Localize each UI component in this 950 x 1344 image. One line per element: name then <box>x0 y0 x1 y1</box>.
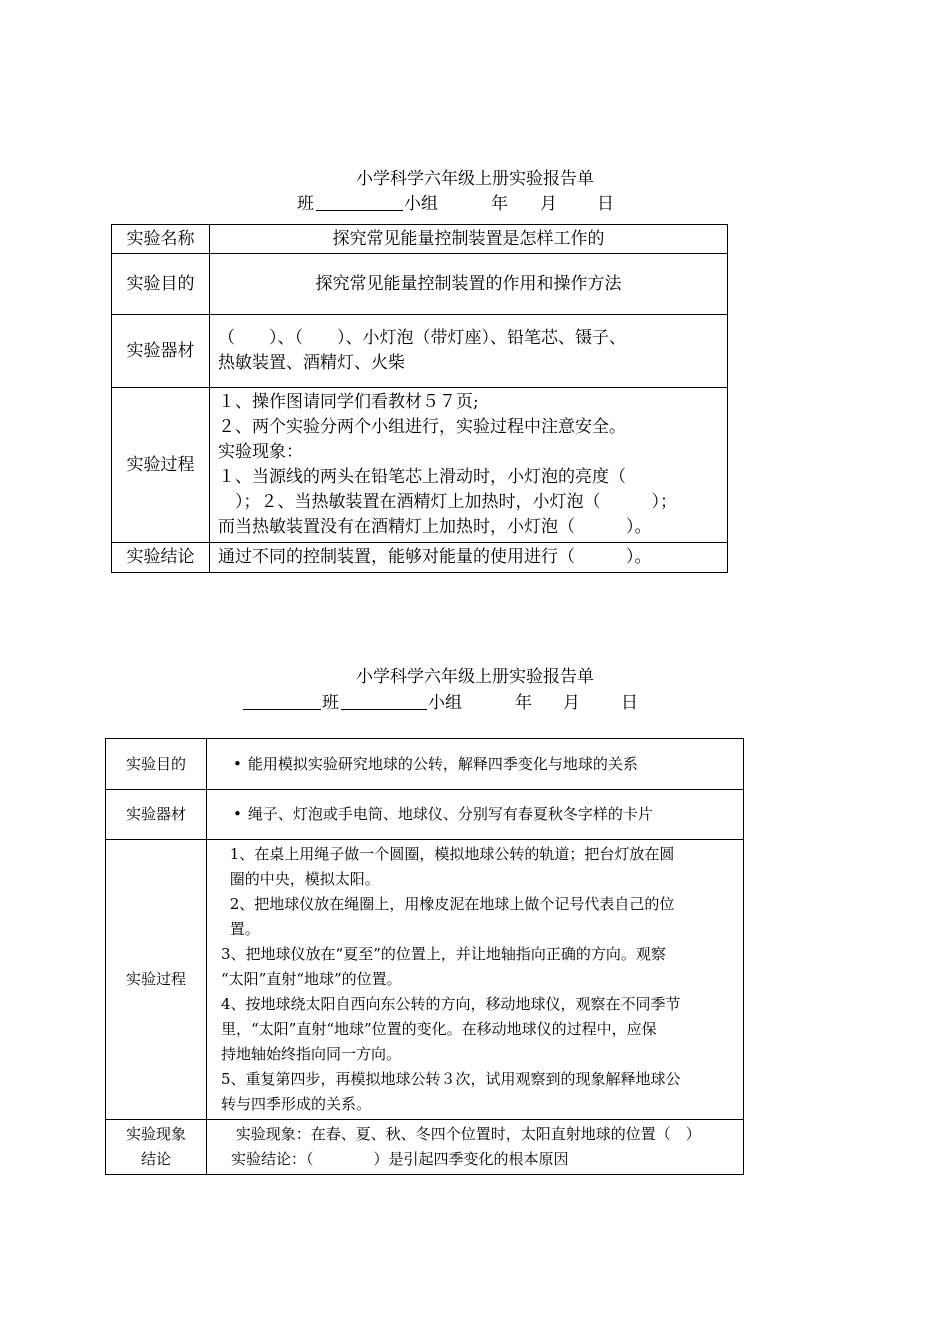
table-row <box>106 790 744 840</box>
table-row <box>106 840 744 1120</box>
row-label: 实验过程 <box>106 840 207 1120</box>
row-label: 实验目的 <box>106 739 207 790</box>
row-label: 实验目的 <box>112 254 210 315</box>
row-label: 实验过程 <box>112 388 210 543</box>
table-row <box>106 739 744 790</box>
materials-text: 绳子、灯泡或手电筒、地球仪、分别写有春夏秋冬字样的卡片 <box>247 805 653 823</box>
experiment-conclusion: 通过不同的控制装置，能够对能量的使用进行（ ）。 <box>210 543 728 573</box>
row-label: 实验器材 <box>112 315 210 388</box>
process-line: 持地轴始终指向同一方向。 <box>221 1045 402 1063</box>
process-line: “太阳”直射“地球”的位置。 <box>221 970 402 988</box>
experiment-process <box>210 388 728 543</box>
experiment-purpose <box>207 739 744 790</box>
month-label: 月 <box>563 693 580 713</box>
report1-title: 小学科学六年级上册实验报告单 <box>356 169 594 189</box>
row-label: 实验器材 <box>106 790 207 840</box>
bullet: • <box>233 754 242 773</box>
process-line: 2、把地球仪放在绳圈上，用橡皮泥在地球上做个记号代表自己的位 <box>225 895 675 913</box>
process-line: １、当源线的两头在铅笔芯上滑动时，小灯泡的亮度（ <box>218 467 626 487</box>
materials-line: （ ）、（ ）、小灯泡（带灯座）、铅笔芯、镊子、 <box>218 328 626 348</box>
table-row <box>112 254 728 315</box>
process-line: 置。 <box>225 920 260 938</box>
class-blank[interactable] <box>316 210 403 211</box>
class-blank[interactable] <box>243 709 321 710</box>
row-label <box>106 1120 207 1175</box>
process-line: 而当热敏装置没有在酒精灯上加热时，小灯泡（ ）。 <box>218 517 652 537</box>
process-line: 圈的中央，模拟太阳。 <box>225 870 380 888</box>
month-label: 月 <box>540 194 557 214</box>
table-row <box>112 388 728 543</box>
process-line: ）；２、当热敏装置在酒精灯上加热时，小灯泡（ ）； <box>218 492 677 512</box>
report2-header <box>0 688 950 712</box>
experiment-process <box>207 840 744 1120</box>
class-label: 班 <box>322 693 339 713</box>
table-row <box>112 543 728 573</box>
experiment-purpose: 探究常见能量控制装置的作用和操作方法 <box>210 254 728 315</box>
process-line: ２、两个实验分两个小组进行，实验过程中注意安全。 <box>218 417 626 437</box>
phenomenon-conclusion <box>207 1120 744 1175</box>
row-label: 实验结论 <box>112 543 210 573</box>
day-label: 日 <box>621 693 638 713</box>
process-line: １、操作图请同学们看教材５７页; <box>218 392 479 412</box>
year-label: 年 <box>515 693 532 713</box>
phenomenon-line: 实验现象：在春、夏、秋、冬四个位置时，太阳直射地球的位置（ ） <box>231 1125 701 1143</box>
group-blank[interactable] <box>341 709 427 710</box>
table-row <box>112 225 728 254</box>
bullet: • <box>233 805 242 823</box>
process-line: 3、把地球仪放在“夏至”的位置上，并让地轴指向正确的方向。观察 <box>221 945 666 963</box>
row-label: 实验名称 <box>112 225 210 254</box>
table-row <box>106 1120 744 1175</box>
class-label: 班 <box>297 194 314 214</box>
label-line: 实验现象 <box>125 1125 186 1143</box>
process-line: 实验现象： <box>218 442 303 462</box>
report1-table <box>111 224 728 573</box>
table-row <box>112 315 728 388</box>
purpose-text: 能用模拟实验研究地球的公转，解释四季变化与地球的关系 <box>247 754 638 773</box>
group-label: 小组 <box>428 693 462 713</box>
materials-line: 热敏装置、酒精灯、火柴 <box>218 353 405 373</box>
experiment-materials <box>210 315 728 388</box>
day-label: 日 <box>597 194 614 214</box>
process-line: 里，“太阳”直射“地球”位置的变化。在移动地球仪的过程中，应保 <box>221 1020 657 1038</box>
conclusion-line: 实验结论：（ ）是引起四季变化的根本原因 <box>231 1150 569 1168</box>
year-label: 年 <box>491 194 508 214</box>
experiment-materials <box>207 790 744 840</box>
experiment-name: 探究常见能量控制装置是怎样工作的 <box>210 225 728 254</box>
report2-table <box>105 738 744 1175</box>
label-line: 结论 <box>140 1150 171 1168</box>
process-line: 5、重复第四步，再模拟地球公转３次，试用观察到的现象解释地球公 <box>221 1070 681 1088</box>
process-line: 转与四季形成的关系。 <box>221 1095 372 1113</box>
report2-title: 小学科学六年级上册实验报告单 <box>356 667 594 687</box>
process-line: 4、按地球绕太阳自西向东公转的方向，移动地球仪，观察在不同季节 <box>221 995 681 1013</box>
report1-header <box>0 189 950 213</box>
process-line: 1、在桌上用绳子做一个圆圈，模拟地球公转的轨道；把台灯放在圆 <box>225 845 675 863</box>
group-label: 小组 <box>404 194 438 214</box>
